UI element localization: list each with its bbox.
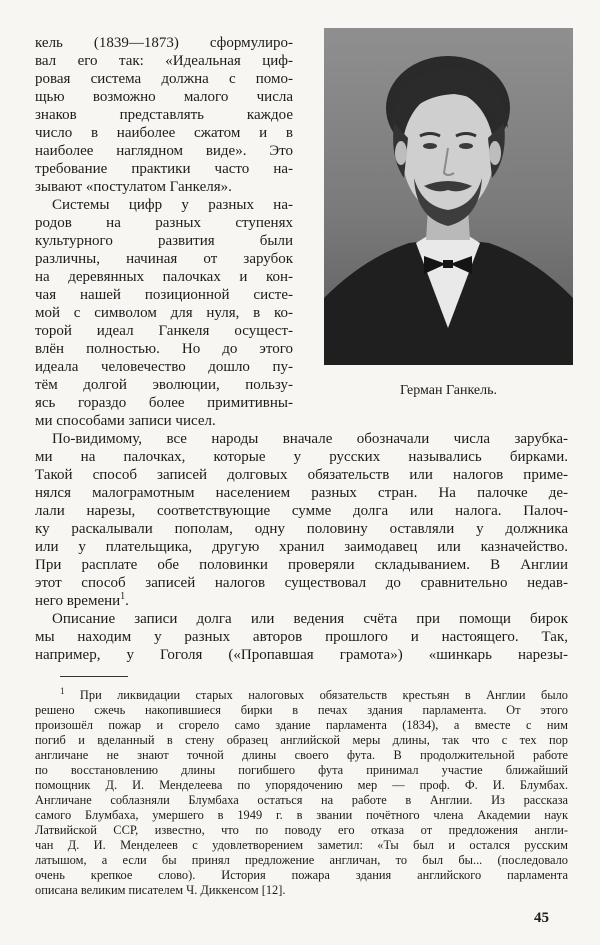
footnote-line: англичане не знают точной длины своего фута. В продолжительной работе [35,748,568,762]
text-line: вал его так: «Идеальная циф- [35,53,293,69]
text-line: например, у Гоголя («Пропавшая грамота») «шинкарь нарезы- [35,647,568,663]
text-line: этот способ записей налогов существовал до сравнительно недав- [35,575,568,591]
footnote-ref: 1 [120,591,126,602]
text-line: тём долгой эволюции, пользу- [35,377,293,393]
portrait-photo [324,28,573,365]
text-line: наиболее наглядном виде». Это [35,143,293,159]
footnote-line: Англичане соблазняли Блумбаха остаться на работе в Англии. Из рассказа [35,793,568,807]
text-line: ясь гораздо более примитивны- [35,395,293,411]
portrait-drawing [324,28,573,365]
footnote-line: самого Блумбаха, умершего в 1949 г. в звании почётного члена Академии наук [35,808,568,822]
text-line: число в наиболее сжатом и в [35,125,293,141]
text-line: знаков представлять каждое [35,107,293,123]
text-line: нялся малограмотным населением разных стран. На палочке де- [35,485,568,501]
footnote-line: Латвийской ССР, известно, что по поводу его отказа от предложения англи- [35,823,568,837]
text-line: на деревянных палочках и кон- [35,269,293,285]
footnote-line: чан Д. И. Менделеев с удовлетворением заметил: «Ты был и остался русским [35,838,568,852]
footnote-line: очень крепкое слово). История пожара здания английского парламента [35,868,568,882]
text-line: При расплате обе половинки проверяли складыванием. В Англии [35,557,568,573]
text-fragment: него времени [35,593,121,609]
footnote-marker: 1 [60,685,65,696]
text-line: лали нарезы, соответствующие сумме долга или налога. Палоч- [35,503,568,519]
paragraph-start-line: Описание записи долга или ведения счёта при помощи бирок [52,611,568,627]
text-line: него времени$^1$. [35,591,129,609]
text-line: различны, начиная от зарубок [35,251,293,267]
text-line: идеала человечество дошло пу- [35,359,293,375]
text-line: мы находим у разных авторов прошлого и настоящего. Так, [35,629,568,645]
text-line: или у плательщика, другую хранил заимодавец или казначейство. [35,539,568,555]
text-line: зывают «постулатом Ганкеля». [35,179,232,195]
footnote-line: по восстановлению длины погибшего фута принимал участие ближайший [35,763,568,777]
footnote-line: произошёл пожар и сгорело само здание парламента (1834), а вместе с ним [35,718,568,732]
text-line: культурного развития были [35,233,293,249]
footnote-line: латышом, а если бы принял предложение англичан, то был бы... (последовало [35,853,568,867]
paragraph-start-line: По-видимому, все народы вначале обозначали числа зарубка- [52,431,568,447]
footnote-line: решено сжечь накопившиеся бирки в печах здания парламента. От этого [35,703,568,717]
paragraph-start-line: Системы цифр у разных на- [52,197,293,213]
text-line: торой идеал Ганкеля осущест- [35,323,293,339]
portrait-caption: Герман Ганкель. [400,383,497,398]
text-line: щью возможно малого числа [35,89,293,105]
footnote-text: При ликвидации старых налоговых обязательств крестьян в Англии было [79,688,568,702]
text-line: требование практики часто на- [35,161,293,177]
text-line: ми способами записи чисел. [35,413,216,429]
text-line: ровая система должна с помо- [35,71,293,87]
footnote-line [60,685,568,703]
text-line: влён полностью. Но до этого [35,341,293,357]
text-line: ку раскалывали пополам, одну половину оставляли у должника [35,521,568,537]
text-line: мой с символом для нуля, в ко- [35,305,293,321]
text-line: родов на разных ступенях [35,215,293,231]
text-line: ми на палочках, которые у русских назывались бирками. [35,449,568,465]
footnote-line: описана великим писателем Ч. Диккенсом [12]. [35,883,286,897]
page-number: 45 [534,910,549,926]
footnote-line: погиб и вделанный в стену образец английской меры длины, так что с тех пор [35,733,568,747]
text-line: чая нашей позиционной систе- [35,287,293,303]
footnote-line: помощник Д. И. Менделеева по упорядочению мер — проф. Ф. И. Блумбах. [35,778,568,792]
text-line: Такой способ записей долговых обязательств или налогов приме- [35,467,568,483]
footnote-divider [60,676,128,677]
text-line: кель (1839—1873) сформулиро- [35,35,293,51]
